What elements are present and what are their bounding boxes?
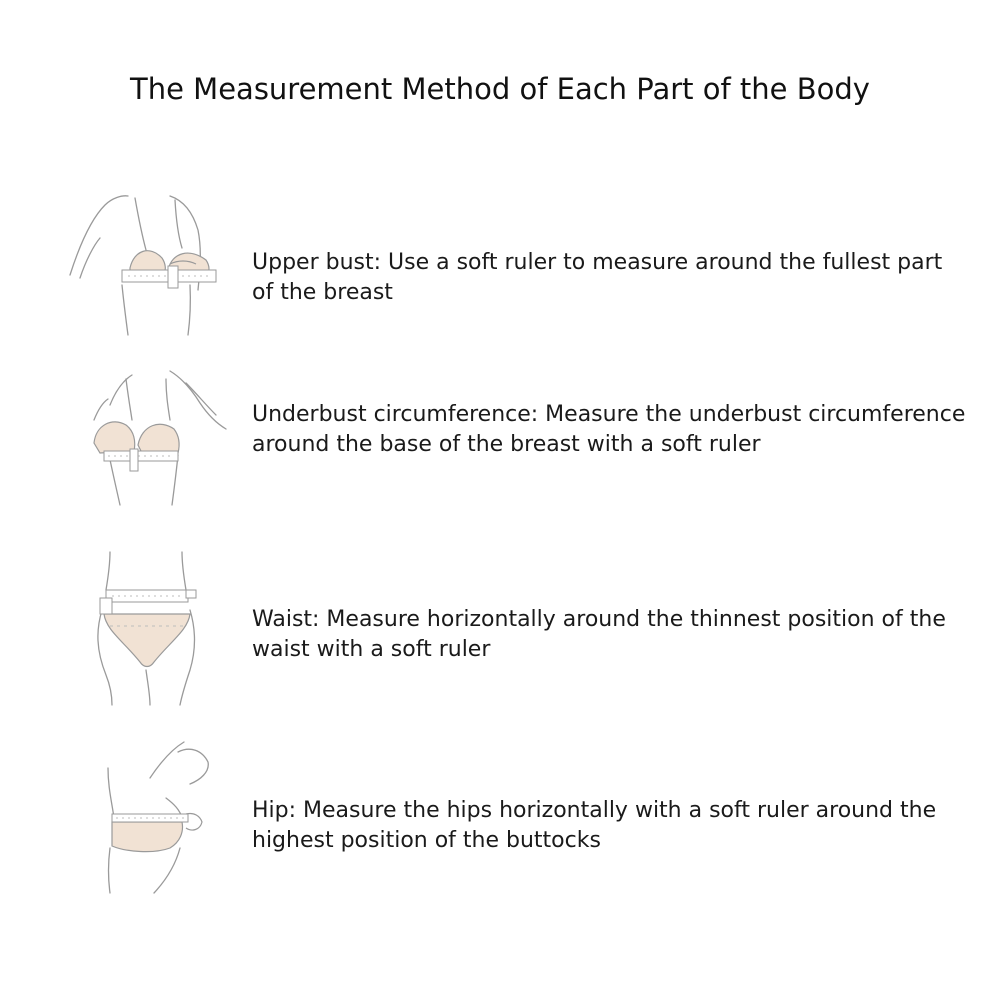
page-title: The Measurement Method of Each Part of the Body [130, 72, 870, 106]
description-line-2: of the breast [252, 280, 393, 305]
underbust-figure-icon [50, 365, 250, 510]
description-line-2: highest position of the buttocks [252, 828, 601, 853]
measurement-description [252, 605, 992, 665]
waist-figure-icon [50, 550, 250, 710]
measurement-item-underbust [0, 365, 1000, 510]
description-line-1: Waist: Measure horizontally around the thinnest position of the [252, 607, 946, 632]
measurement-item-upper-bust [0, 190, 1000, 340]
description-line-2: around the base of the breast with a soft ruler [252, 432, 761, 457]
measurement-description [252, 400, 992, 460]
description-line-1: Upper bust: Use a soft ruler to measure around the fullest part [252, 250, 943, 275]
description-line-1: Hip: Measure the hips horizontally with a soft ruler around the [252, 798, 937, 823]
measurement-item-hip [0, 738, 1000, 898]
upper-bust-figure-icon [50, 190, 250, 340]
description-line-2: waist with a soft ruler [252, 637, 491, 662]
description-line-1: Underbust circumference: Measure the underbust circumference [252, 402, 966, 427]
hip-figure-icon [50, 738, 250, 898]
measurement-description [252, 248, 992, 308]
measurement-description [252, 796, 992, 856]
measurement-item-waist [0, 550, 1000, 710]
